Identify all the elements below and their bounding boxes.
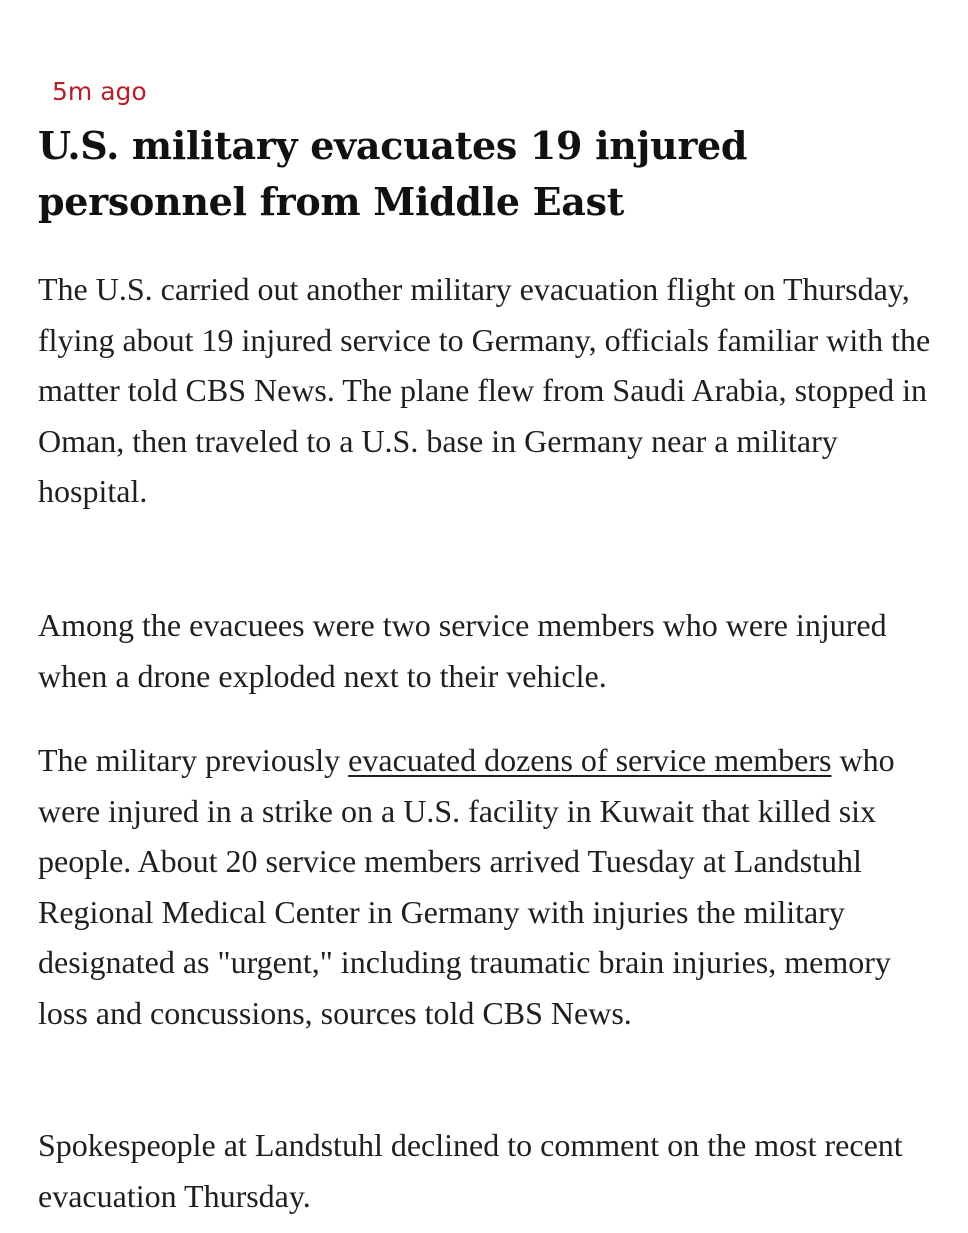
timestamp: 5m ago [52, 77, 147, 106]
paragraph-2: Among the evacuees were two service members who were injured when a drone exploded next to their vehicle. [38, 607, 887, 694]
headline: U.S. military evacuates 19 injured personnel from Middle East [38, 123, 748, 224]
evacuated-service-members-link[interactable]: evacuated dozens of service members [348, 742, 832, 778]
paragraph-1: The U.S. carried out another military evacuation flight on Thursday, flying about 19 injured service to Germany, officials familiar with the matter told CBS News. The plane flew from Saudi Arabia, stopped in Oman, then traveled to a U.S. base in Germany near a military hospital. [38, 271, 931, 509]
paragraph-3 [38, 735, 938, 1038]
paragraph-3-lead: The military previously [38, 742, 349, 778]
paragraph-4: Spokespeople at Landstuhl declined to comment on the most recent evacuation Thursday. [38, 1127, 903, 1214]
paragraph-3-rest: who were injured in a strike on a U.S. facility in Kuwait that killed six people. About 20 service members arrived Tuesday at Landstuhl Regional Medical Center in Germany with injuries the military designated as "urgent," including traumatic brain injuries, memory loss and concussions, sources told CBS News. [38, 742, 895, 1031]
